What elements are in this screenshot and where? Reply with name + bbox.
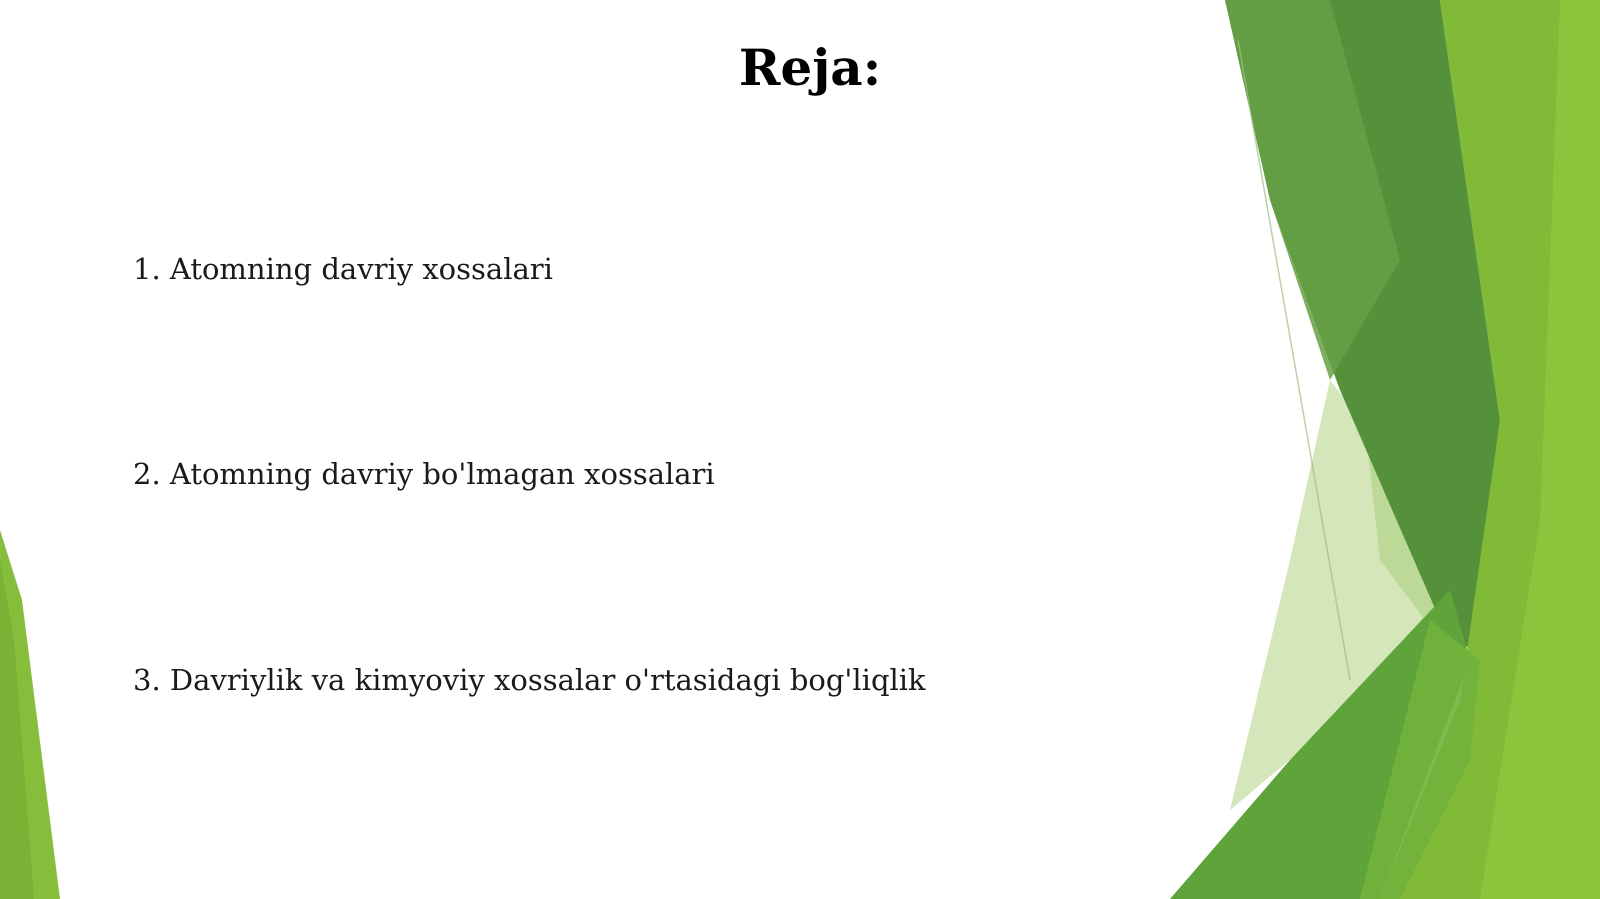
plan-item-1: 1. Atomning davriy xossalari <box>133 252 553 286</box>
plan-item-2: 2. Atomning davriy bo'lmagan xossalari <box>133 457 715 491</box>
slide-title: Reja: <box>738 38 882 97</box>
plan-item-3: 3. Davriylik va kimyoviy xossalar o'rtasidagi bog'liqlik <box>133 663 926 697</box>
